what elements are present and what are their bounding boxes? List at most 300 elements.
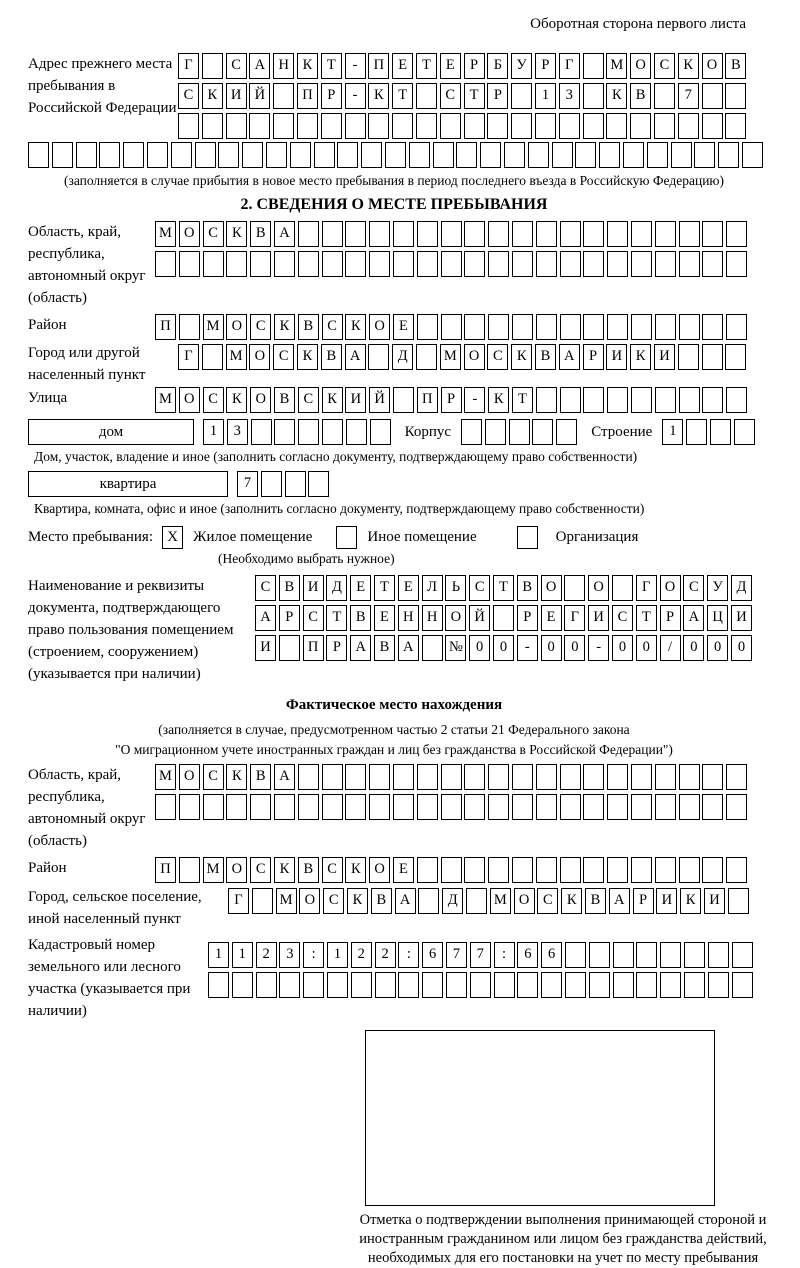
char-cell[interactable]: М: [203, 314, 224, 340]
char-cell[interactable]: К: [511, 344, 532, 370]
char-cell[interactable]: О: [514, 888, 535, 914]
char-cell[interactable]: [678, 113, 699, 139]
char-cell[interactable]: Р: [441, 387, 462, 413]
char-cell[interactable]: [726, 794, 747, 820]
char-cell[interactable]: [708, 972, 729, 998]
char-cell[interactable]: Ц: [707, 605, 728, 631]
char-cell[interactable]: [702, 764, 723, 790]
char-cell[interactable]: С: [298, 387, 319, 413]
char-cell[interactable]: С: [487, 344, 508, 370]
char-cell[interactable]: А: [609, 888, 630, 914]
char-cell[interactable]: [512, 764, 533, 790]
char-cell[interactable]: [266, 142, 287, 168]
char-cell[interactable]: [702, 221, 723, 247]
char-cell[interactable]: [422, 635, 443, 661]
char-cell[interactable]: [575, 142, 596, 168]
char-cell[interactable]: К: [226, 764, 247, 790]
char-cell[interactable]: -: [464, 387, 485, 413]
char-cell[interactable]: О: [179, 387, 200, 413]
char-cell[interactable]: [202, 344, 223, 370]
char-cell[interactable]: [416, 344, 437, 370]
char-cell[interactable]: [417, 857, 438, 883]
char-cell[interactable]: [298, 419, 319, 445]
char-cell[interactable]: С: [612, 605, 633, 631]
char-cell[interactable]: Л: [422, 575, 443, 601]
char-cell[interactable]: О: [226, 857, 247, 883]
char-cell[interactable]: 0: [469, 635, 490, 661]
char-cell[interactable]: [369, 764, 390, 790]
char-cell[interactable]: [470, 972, 491, 998]
char-cell[interactable]: [464, 857, 485, 883]
char-cell[interactable]: [536, 314, 557, 340]
char-cell[interactable]: [694, 142, 715, 168]
char-cell[interactable]: С: [273, 344, 294, 370]
char-cell[interactable]: О: [179, 221, 200, 247]
char-cell[interactable]: 6: [422, 942, 443, 968]
char-cell[interactable]: [536, 794, 557, 820]
char-cell[interactable]: [398, 972, 419, 998]
char-cell[interactable]: [202, 113, 223, 139]
char-cell[interactable]: [488, 794, 509, 820]
char-cell[interactable]: [726, 221, 747, 247]
char-cell[interactable]: П: [155, 314, 176, 340]
char-cell[interactable]: [631, 794, 652, 820]
char-cell[interactable]: О: [250, 387, 271, 413]
char-cell[interactable]: [488, 251, 509, 277]
char-cell[interactable]: [725, 344, 746, 370]
char-cell[interactable]: Р: [583, 344, 604, 370]
char-cell[interactable]: [511, 83, 532, 109]
char-cell[interactable]: [607, 764, 628, 790]
char-cell[interactable]: И: [654, 344, 675, 370]
char-cell[interactable]: [702, 83, 723, 109]
char-cell[interactable]: К: [488, 387, 509, 413]
char-cell[interactable]: А: [345, 344, 366, 370]
char-cell[interactable]: [726, 857, 747, 883]
char-cell[interactable]: А: [249, 53, 270, 79]
char-cell[interactable]: [322, 251, 343, 277]
char-cell[interactable]: Н: [273, 53, 294, 79]
char-cell[interactable]: [494, 972, 515, 998]
char-cell[interactable]: [256, 972, 277, 998]
char-cell[interactable]: К: [561, 888, 582, 914]
char-cell[interactable]: О: [445, 605, 466, 631]
char-cell[interactable]: О: [464, 344, 485, 370]
char-cell[interactable]: [607, 314, 628, 340]
char-cell[interactable]: 0: [612, 635, 633, 661]
char-cell[interactable]: [517, 972, 538, 998]
char-cell[interactable]: [345, 221, 366, 247]
char-cell[interactable]: [250, 251, 271, 277]
char-cell[interactable]: [607, 221, 628, 247]
char-cell[interactable]: [480, 142, 501, 168]
char-cell[interactable]: [375, 972, 396, 998]
char-cell[interactable]: К: [274, 314, 295, 340]
char-cell[interactable]: П: [155, 857, 176, 883]
char-cell[interactable]: [504, 142, 525, 168]
char-cell[interactable]: Т: [321, 53, 342, 79]
char-cell[interactable]: [702, 113, 723, 139]
char-cell[interactable]: [631, 764, 652, 790]
char-cell[interactable]: В: [321, 344, 342, 370]
char-cell[interactable]: [345, 113, 366, 139]
char-cell[interactable]: Б: [487, 53, 508, 79]
char-cell[interactable]: [464, 764, 485, 790]
char-cell[interactable]: Н: [398, 605, 419, 631]
char-cell[interactable]: Т: [392, 83, 413, 109]
char-cell[interactable]: [631, 387, 652, 413]
char-cell[interactable]: С: [323, 888, 344, 914]
char-cell[interactable]: Т: [464, 83, 485, 109]
char-cell[interactable]: [226, 794, 247, 820]
char-cell[interactable]: [725, 113, 746, 139]
char-cell[interactable]: [441, 857, 462, 883]
char-cell[interactable]: [702, 857, 723, 883]
char-cell[interactable]: В: [298, 857, 319, 883]
char-cell[interactable]: [226, 113, 247, 139]
char-cell[interactable]: [708, 942, 729, 968]
char-cell[interactable]: И: [255, 635, 276, 661]
char-cell[interactable]: [560, 314, 581, 340]
char-cell[interactable]: [528, 142, 549, 168]
char-cell[interactable]: 7: [446, 942, 467, 968]
char-cell[interactable]: Е: [374, 605, 395, 631]
char-cell[interactable]: [655, 387, 676, 413]
char-cell[interactable]: В: [725, 53, 746, 79]
char-cell[interactable]: [345, 251, 366, 277]
char-cell[interactable]: 6: [541, 942, 562, 968]
char-cell[interactable]: Г: [178, 53, 199, 79]
char-cell[interactable]: [671, 142, 692, 168]
char-cell[interactable]: [512, 314, 533, 340]
char-cell[interactable]: О: [226, 314, 247, 340]
char-cell[interactable]: [583, 221, 604, 247]
char-cell[interactable]: 1: [662, 419, 683, 445]
char-cell[interactable]: И: [731, 605, 752, 631]
char-cell[interactable]: [560, 387, 581, 413]
char-cell[interactable]: [433, 142, 454, 168]
char-cell[interactable]: [327, 972, 348, 998]
char-cell[interactable]: В: [274, 387, 295, 413]
char-cell[interactable]: М: [155, 387, 176, 413]
char-cell[interactable]: [655, 794, 676, 820]
char-cell[interactable]: [440, 113, 461, 139]
char-cell[interactable]: К: [297, 53, 318, 79]
char-cell[interactable]: 7: [678, 83, 699, 109]
char-cell[interactable]: [583, 53, 604, 79]
char-cell[interactable]: [369, 221, 390, 247]
char-cell[interactable]: Р: [321, 83, 342, 109]
char-cell[interactable]: 1: [535, 83, 556, 109]
char-cell[interactable]: [249, 113, 270, 139]
char-cell[interactable]: [179, 314, 200, 340]
char-cell[interactable]: Г: [178, 344, 199, 370]
char-cell[interactable]: [488, 857, 509, 883]
char-cell[interactable]: [345, 794, 366, 820]
char-cell[interactable]: [446, 972, 467, 998]
char-cell[interactable]: Д: [442, 888, 463, 914]
char-cell[interactable]: О: [369, 314, 390, 340]
char-cell[interactable]: [679, 794, 700, 820]
char-cell[interactable]: 0: [707, 635, 728, 661]
char-cell[interactable]: [441, 764, 462, 790]
char-cell[interactable]: 3: [559, 83, 580, 109]
char-cell[interactable]: [418, 888, 439, 914]
char-cell[interactable]: К: [297, 344, 318, 370]
char-cell[interactable]: [273, 113, 294, 139]
char-cell[interactable]: [732, 972, 753, 998]
char-cell[interactable]: Г: [564, 605, 585, 631]
char-cell[interactable]: С: [469, 575, 490, 601]
char-cell[interactable]: И: [588, 605, 609, 631]
char-cell[interactable]: [583, 387, 604, 413]
char-cell[interactable]: Р: [464, 53, 485, 79]
char-cell[interactable]: [631, 221, 652, 247]
char-cell[interactable]: Е: [350, 575, 371, 601]
char-cell[interactable]: [679, 387, 700, 413]
char-cell[interactable]: [99, 142, 120, 168]
char-cell[interactable]: О: [702, 53, 723, 79]
char-cell[interactable]: К: [202, 83, 223, 109]
char-cell[interactable]: 2: [256, 942, 277, 968]
char-cell[interactable]: О: [660, 575, 681, 601]
char-cell[interactable]: 0: [731, 635, 752, 661]
char-cell[interactable]: :: [303, 942, 324, 968]
checkbox-organization[interactable]: [517, 526, 538, 549]
char-cell[interactable]: А: [395, 888, 416, 914]
char-cell[interactable]: [655, 221, 676, 247]
char-cell[interactable]: [678, 344, 699, 370]
char-cell[interactable]: В: [535, 344, 556, 370]
char-cell[interactable]: [560, 251, 581, 277]
char-cell[interactable]: С: [203, 221, 224, 247]
char-cell[interactable]: К: [368, 83, 389, 109]
char-cell[interactable]: А: [683, 605, 704, 631]
char-cell[interactable]: [368, 113, 389, 139]
char-cell[interactable]: С: [303, 605, 324, 631]
char-cell[interactable]: [369, 794, 390, 820]
char-cell[interactable]: [726, 764, 747, 790]
char-cell[interactable]: [314, 142, 335, 168]
char-cell[interactable]: Р: [279, 605, 300, 631]
char-cell[interactable]: [466, 888, 487, 914]
char-cell[interactable]: [512, 221, 533, 247]
char-cell[interactable]: М: [155, 764, 176, 790]
char-cell[interactable]: [725, 83, 746, 109]
char-cell[interactable]: [636, 972, 657, 998]
char-cell[interactable]: [512, 251, 533, 277]
char-cell[interactable]: [726, 387, 747, 413]
char-cell[interactable]: [732, 942, 753, 968]
char-cell[interactable]: [370, 419, 391, 445]
char-cell[interactable]: А: [274, 221, 295, 247]
char-cell[interactable]: [203, 251, 224, 277]
char-cell[interactable]: [464, 221, 485, 247]
char-cell[interactable]: [250, 794, 271, 820]
char-cell[interactable]: [322, 794, 343, 820]
char-cell[interactable]: [202, 53, 223, 79]
char-cell[interactable]: [655, 314, 676, 340]
char-cell[interactable]: [487, 113, 508, 139]
char-cell[interactable]: [242, 142, 263, 168]
char-cell[interactable]: [607, 387, 628, 413]
char-cell[interactable]: [322, 764, 343, 790]
char-cell[interactable]: [536, 764, 557, 790]
char-cell[interactable]: С: [226, 53, 247, 79]
char-cell[interactable]: Е: [440, 53, 461, 79]
char-cell[interactable]: [273, 83, 294, 109]
char-cell[interactable]: Т: [512, 387, 533, 413]
char-cell[interactable]: У: [707, 575, 728, 601]
char-cell[interactable]: А: [398, 635, 419, 661]
char-cell[interactable]: П: [297, 83, 318, 109]
char-cell[interactable]: Р: [487, 83, 508, 109]
char-cell[interactable]: [147, 142, 168, 168]
char-cell[interactable]: [512, 794, 533, 820]
char-cell[interactable]: Й: [369, 387, 390, 413]
char-cell[interactable]: [647, 142, 668, 168]
char-cell[interactable]: [178, 113, 199, 139]
char-cell[interactable]: [441, 794, 462, 820]
char-cell[interactable]: О: [249, 344, 270, 370]
char-cell[interactable]: Г: [228, 888, 249, 914]
char-cell[interactable]: О: [369, 857, 390, 883]
char-cell[interactable]: [660, 972, 681, 998]
char-cell[interactable]: И: [606, 344, 627, 370]
char-cell[interactable]: [660, 942, 681, 968]
char-cell[interactable]: [179, 794, 200, 820]
char-cell[interactable]: [655, 857, 676, 883]
char-cell[interactable]: [564, 575, 585, 601]
char-cell[interactable]: [155, 251, 176, 277]
char-cell[interactable]: 0: [564, 635, 585, 661]
char-cell[interactable]: И: [345, 387, 366, 413]
char-cell[interactable]: [171, 142, 192, 168]
char-cell[interactable]: [702, 314, 723, 340]
char-cell[interactable]: Т: [374, 575, 395, 601]
char-cell[interactable]: С: [440, 83, 461, 109]
char-cell[interactable]: К: [322, 387, 343, 413]
char-cell[interactable]: П: [368, 53, 389, 79]
char-cell[interactable]: 3: [279, 942, 300, 968]
char-cell[interactable]: Т: [326, 605, 347, 631]
char-cell[interactable]: [393, 764, 414, 790]
char-cell[interactable]: [464, 251, 485, 277]
char-cell[interactable]: [279, 972, 300, 998]
char-cell[interactable]: [710, 419, 731, 445]
char-cell[interactable]: А: [350, 635, 371, 661]
char-cell[interactable]: 1: [327, 942, 348, 968]
char-cell[interactable]: К: [678, 53, 699, 79]
char-cell[interactable]: М: [276, 888, 297, 914]
char-cell[interactable]: [654, 113, 675, 139]
char-cell[interactable]: [556, 419, 577, 445]
char-cell[interactable]: К: [274, 857, 295, 883]
char-cell[interactable]: И: [656, 888, 677, 914]
char-cell[interactable]: Р: [517, 605, 538, 631]
char-cell[interactable]: Е: [393, 857, 414, 883]
char-cell[interactable]: С: [255, 575, 276, 601]
char-cell[interactable]: [583, 794, 604, 820]
char-cell[interactable]: :: [494, 942, 515, 968]
char-cell[interactable]: М: [606, 53, 627, 79]
char-cell[interactable]: О: [179, 764, 200, 790]
char-cell[interactable]: [684, 972, 705, 998]
char-cell[interactable]: [393, 221, 414, 247]
char-cell[interactable]: [409, 142, 430, 168]
char-cell[interactable]: 6: [517, 942, 538, 968]
char-cell[interactable]: [392, 113, 413, 139]
char-cell[interactable]: [361, 142, 382, 168]
char-cell[interactable]: [303, 972, 324, 998]
char-cell[interactable]: [655, 764, 676, 790]
char-cell[interactable]: Е: [541, 605, 562, 631]
char-cell[interactable]: [322, 419, 343, 445]
char-cell[interactable]: Т: [416, 53, 437, 79]
char-cell[interactable]: И: [226, 83, 247, 109]
char-cell[interactable]: [368, 344, 389, 370]
char-cell[interactable]: [369, 251, 390, 277]
char-cell[interactable]: [583, 764, 604, 790]
char-cell[interactable]: [607, 251, 628, 277]
char-cell[interactable]: [728, 888, 749, 914]
char-cell[interactable]: [583, 314, 604, 340]
char-cell[interactable]: [631, 857, 652, 883]
char-cell[interactable]: [393, 387, 414, 413]
char-cell[interactable]: [488, 221, 509, 247]
char-cell[interactable]: 0: [683, 635, 704, 661]
char-cell[interactable]: [274, 794, 295, 820]
char-cell[interactable]: [589, 942, 610, 968]
char-cell[interactable]: /: [660, 635, 681, 661]
char-cell[interactable]: М: [226, 344, 247, 370]
char-cell[interactable]: [702, 387, 723, 413]
char-cell[interactable]: С: [654, 53, 675, 79]
char-cell[interactable]: М: [155, 221, 176, 247]
char-cell[interactable]: [679, 764, 700, 790]
char-cell[interactable]: С: [250, 857, 271, 883]
char-cell[interactable]: [52, 142, 73, 168]
char-cell[interactable]: [155, 794, 176, 820]
char-cell[interactable]: [464, 314, 485, 340]
char-cell[interactable]: [337, 142, 358, 168]
char-cell[interactable]: Д: [392, 344, 413, 370]
char-cell[interactable]: [298, 221, 319, 247]
char-cell[interactable]: В: [250, 764, 271, 790]
char-cell[interactable]: [461, 419, 482, 445]
char-cell[interactable]: [560, 764, 581, 790]
char-cell[interactable]: [422, 972, 443, 998]
char-cell[interactable]: [565, 972, 586, 998]
char-cell[interactable]: [565, 942, 586, 968]
char-cell[interactable]: -: [517, 635, 538, 661]
char-cell[interactable]: [308, 471, 329, 497]
char-cell[interactable]: К: [345, 857, 366, 883]
char-cell[interactable]: К: [226, 387, 247, 413]
char-cell[interactable]: С: [203, 764, 224, 790]
char-cell[interactable]: [464, 113, 485, 139]
char-cell[interactable]: М: [203, 857, 224, 883]
char-cell[interactable]: [485, 419, 506, 445]
char-cell[interactable]: [536, 857, 557, 883]
char-cell[interactable]: [536, 251, 557, 277]
char-cell[interactable]: В: [350, 605, 371, 631]
char-cell[interactable]: [583, 857, 604, 883]
char-cell[interactable]: [417, 764, 438, 790]
char-cell[interactable]: С: [250, 314, 271, 340]
char-cell[interactable]: [28, 142, 49, 168]
char-cell[interactable]: К: [680, 888, 701, 914]
